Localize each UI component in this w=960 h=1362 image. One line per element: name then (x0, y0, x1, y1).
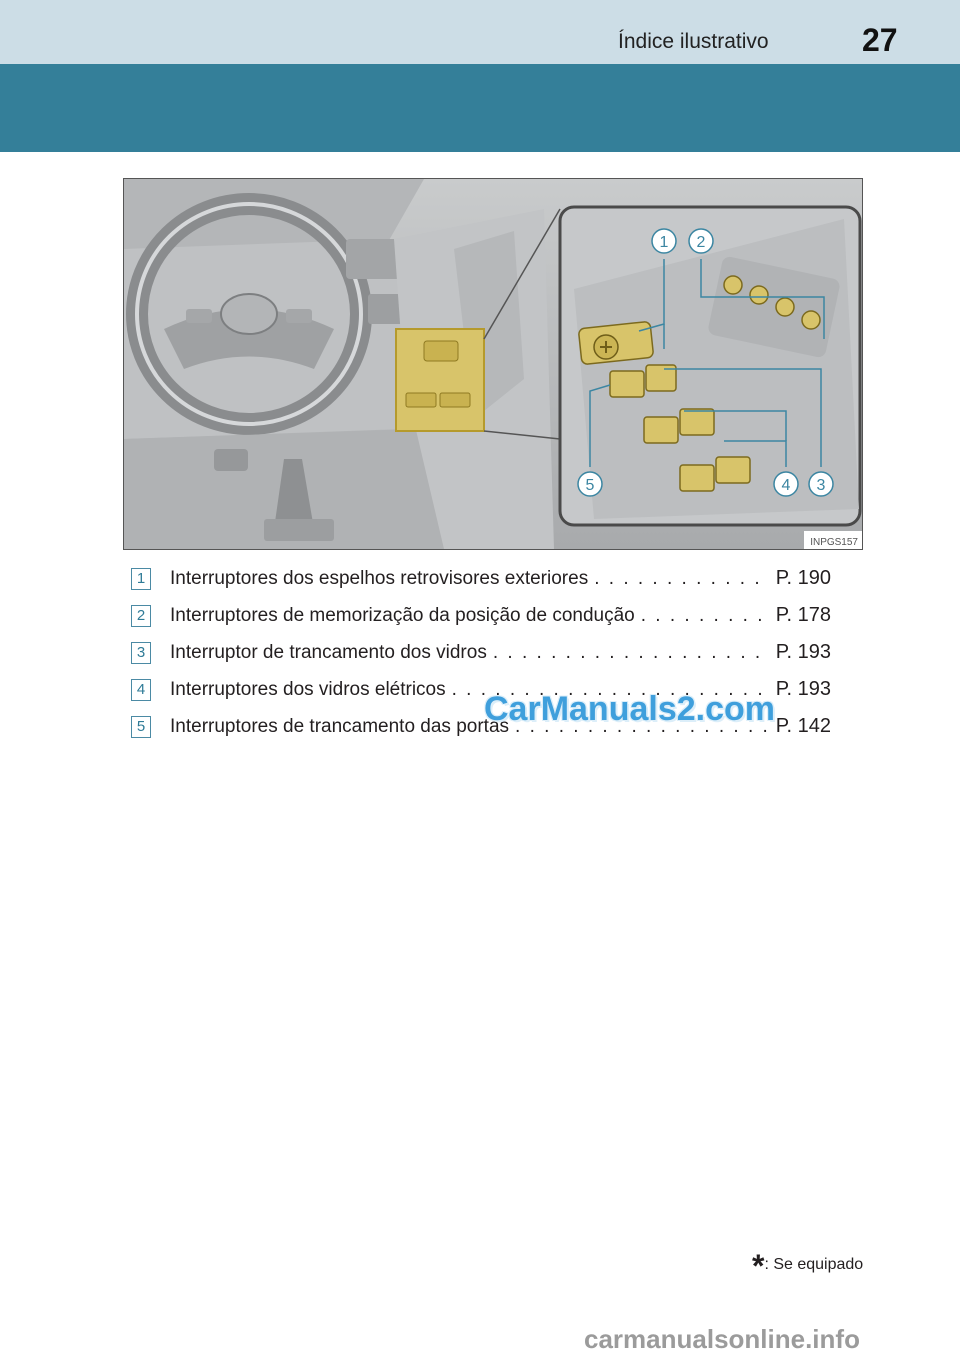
callout-2 (689, 229, 713, 253)
section-title: Índice ilustrativo (618, 30, 769, 53)
leader-dots (594, 568, 770, 590)
page-reference: P. 193 (775, 678, 831, 700)
item-label: Interruptores dos vidros elétricos (170, 678, 446, 700)
page-number: 27 (862, 22, 898, 58)
callout-label: 5 (585, 477, 595, 494)
item-label: Interruptores de trancamento das portas (170, 715, 510, 737)
leader-dots (493, 642, 770, 664)
item-number-badge: 3 (131, 642, 151, 664)
index-row (131, 560, 831, 597)
watermark-logo: CarManuals2.com (484, 690, 775, 728)
callout-1 (652, 229, 676, 253)
page-reference: P. 178 (775, 604, 831, 626)
dashboard-door-illustration (124, 179, 862, 549)
site-footer-link[interactable]: carmanualsonline.info (584, 1324, 860, 1354)
page-reference: P. 142 (775, 715, 831, 737)
header-strip (0, 0, 960, 64)
index-row (131, 634, 831, 671)
callout-label: 4 (781, 477, 791, 494)
header-band (0, 64, 960, 152)
page-reference: P. 190 (775, 567, 831, 589)
footnote-text: : Se equipado (764, 1256, 864, 1273)
item-number-badge: 1 (131, 568, 151, 590)
item-label: Interruptor de trancamento dos vidros (170, 641, 487, 663)
page-reference: P. 193 (775, 641, 831, 663)
callout-3 (809, 472, 833, 496)
item-number-badge: 2 (131, 605, 151, 627)
leader-dots (641, 605, 770, 627)
callout-5 (578, 472, 602, 496)
figure-code: INPGS157 (810, 537, 858, 548)
footnote-symbol: * (752, 1248, 765, 1284)
mirror-switch (578, 321, 653, 364)
footnote (752, 1248, 863, 1285)
illustration-figure (123, 178, 863, 550)
item-label: Interruptores de memorização da posição de condução (170, 604, 635, 626)
callout-label: 1 (659, 234, 669, 251)
item-number-badge: 4 (131, 679, 151, 701)
callout-label: 2 (696, 234, 706, 251)
callout-4 (774, 472, 798, 496)
item-number-badge: 5 (131, 716, 151, 738)
item-label: Interruptores dos espelhos retrovisores exteriores (170, 567, 589, 589)
index-row (131, 597, 831, 634)
callout-label: 3 (816, 477, 826, 494)
